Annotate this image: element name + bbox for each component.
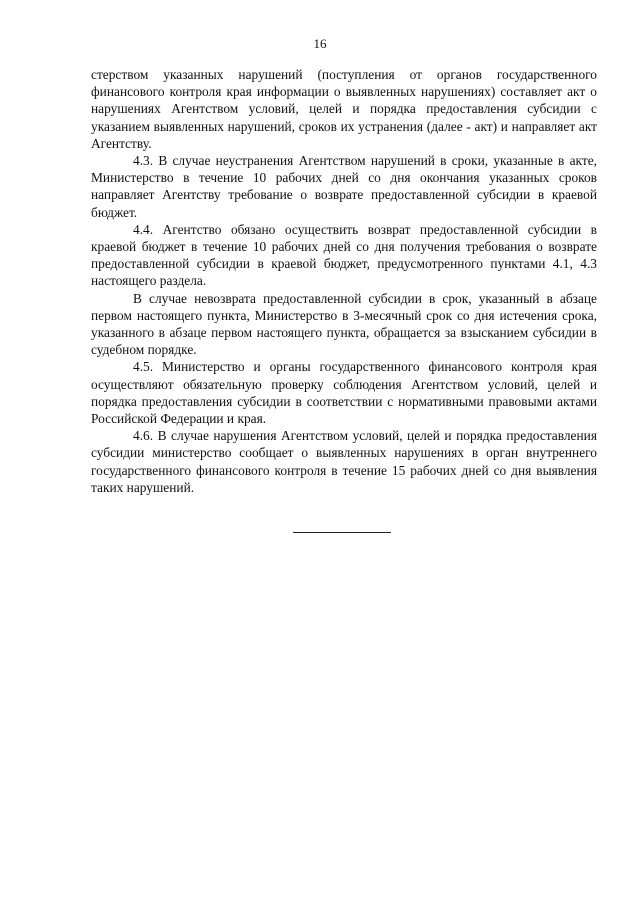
- paragraph-4-3: 4.3. В случае неустранения Агентством нарушений в сроки, указанные в акте, Министерство в течение 10 рабочих дней со дня окончания указанных сроков направляет Агентству требование о возврате предоставленной субсидии в краевой бюджет.: [91, 153, 597, 220]
- paragraph-continuation: стерством указанных нарушений (поступления от органов государственного финансового контроля края информации о выявленных нарушениях) составляет акт о нарушениях Агентством условий, целей и порядка предоставления субсидии с указанием выявленных нарушений, сроков их устранения (далее - акт) и направляет акт Агентству.: [91, 67, 597, 151]
- paragraph-4-5: 4.5. Министерство и органы государственного финансового контроля края осуществляют обязательную проверку соблюдения Агентством условий, целей и порядка предоставления субсидии в соответствии с нормативными правовыми актами Российской Федерации и края.: [91, 359, 597, 427]
- paragraph-4-4-second-abzac: В случае невозврата предоставленной субсидии в срок, указанный в абзаце первом настоящего пункта, Министерство в 3-месячный срок со дня истечения срока, указанного в абзаце первом настоящего пункта, обращается за взысканием субсидии в судебном порядке.: [91, 290, 597, 358]
- document-body: [91, 66, 597, 496]
- paragraph-4-4: 4.4. Агентство обязано осуществить возврат предоставленной субсидии в краевой бюджет в течение 10 рабочих дней со дня получения требования о возврате предоставленной субсидии в краевой бюджет, предусмотренного пунктами 4.1, 4.3 настоящего раздела.: [91, 221, 597, 289]
- page-number: 16: [313, 36, 327, 51]
- end-of-document-rule: [293, 532, 391, 533]
- paragraph-4-6: 4.6. В случае нарушения Агентством условий, целей и порядка предоставления субсидии министерство сообщает о выявленных нарушениях в орган внутреннего государственного финансового контроля в течение 15 рабочих дней со дня выявления таких нарушений.: [91, 428, 597, 495]
